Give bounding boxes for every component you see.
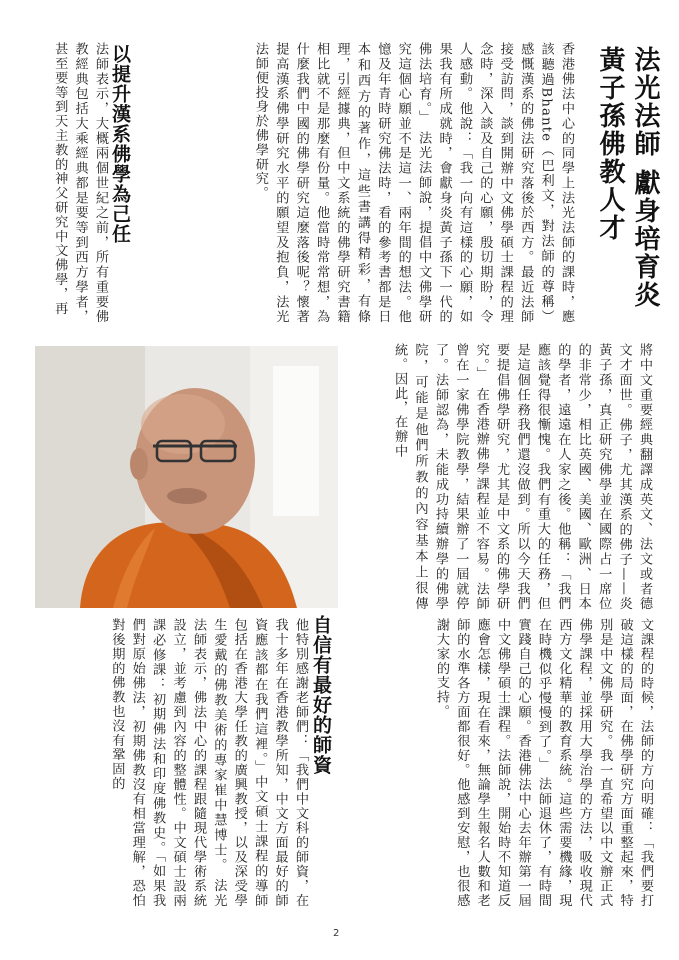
section-heading-teachers: 自信有最好的師資 bbox=[310, 615, 332, 775]
body-text-bottom-right: 文課程的時候，法師的方向明確：「我們要打破這樣的局面，在佛學研究方面重整起來，特別是中文佛學研究。我一直希望以中文辦正式佛學課程，並採用大學治學的方法，吸收現代西方文化精華的教育系統。這些需要機緣，現在時機似乎慢慢到了。」 法師退休了，有時間實踐自己的心願。香港佛法中心去年辦第一屆中文佛學碩士課程。法師說，開始時不知道反應會怎樣，現在看來，無論學生報名人數和老師的水準各方面都很好。他感到安慰，也很感謝大家的支持。 bbox=[433, 618, 653, 908]
page-number: 2 bbox=[333, 928, 340, 939]
body-text-middle-right: 將中文重要經典翻譯成英文、法文或者德文才面世。佛子，尤其漢系的佛子——炎黃子孫，真正研究佛學並在國際占一席位的非常少，相比英國、美國、歐洲、日本的學者，遠遠在人家之後。他稱：「我們應該覺得很慚愧。我們有重大的任務，但是這個任務我們還沒做到。所以今天我們要提倡佛學研究，尤其是中文系的佛學研究。」 在香港辦佛學課程並不容易。法師曾在一家佛學院教學，結果辦了一屆就停了。法師認為，未能成功持續辦學的佛學院，可能是他們所教的內容基本上很傳統。因此，在辦中 bbox=[392, 343, 652, 611]
body-text-promote: 法師表示，大概兩個世紀之前，所有重要佛教經典包括大乘經典都是要等到西方學者，甚至要等到天主教的神父研究中文佛學，再 bbox=[52, 42, 108, 324]
section-heading-promote: 以提升漢系佛學為己任 bbox=[109, 44, 131, 244]
body-text-teachers: 他特別感謝老師們：「我們中文科的師資，在我十多年在香港教學所知，中文方面最好的師資應該都在我們這裡。」中文碩士課程的導師包括在香港大學任教的廣興教授，以及深受學生愛戴的佛教美術的專家崔中慧博士。 法光法師表示，佛法中心的課程跟隨現代學術系統設立，並考慮到內容的整體性。中文碩士設兩課必修課：初期佛法和印度佛教史。「如果我們對原始佛法，初期佛教沒有相當理解，恐怕對後期的佛教也沒有鞏固的 bbox=[109, 618, 308, 908]
body-text-top-right: 香港佛法中心的同學上法光法師的課時，應該聽過Bhante（巴利文，對法師的尊稱）感慨漢系的佛法研究落後於西方。最近法師接受訪問，談到開辦中文佛學碩士課程的理念時，深入談及自己的心願，殷切期盼，令人感動。他說：「我一向有這樣的心願，如果我有所成就時，會獻身炎黃子孫下一代的佛法培育。」 法光法師說，提倡中文佛學研究這個心願並不是這一、兩年間的想法。他憶及年青時研究佛法時，看的參考書都是日本和西方的著作，這些書講得精彩，有條理，引經據典，但中文系統的佛學研究書籍相比就不是那麼有份量。他當時常常想，為什麼我們中國的佛學研究這麼落後呢？懷著提高漢系佛學研究水平的願望及抱負，法光法師便投身於佛學研究。 bbox=[252, 42, 574, 324]
article-title: 法光法師 獻身培育炎黃子孫佛教人才 bbox=[595, 46, 660, 310]
monk-portrait-photo bbox=[35, 346, 338, 608]
